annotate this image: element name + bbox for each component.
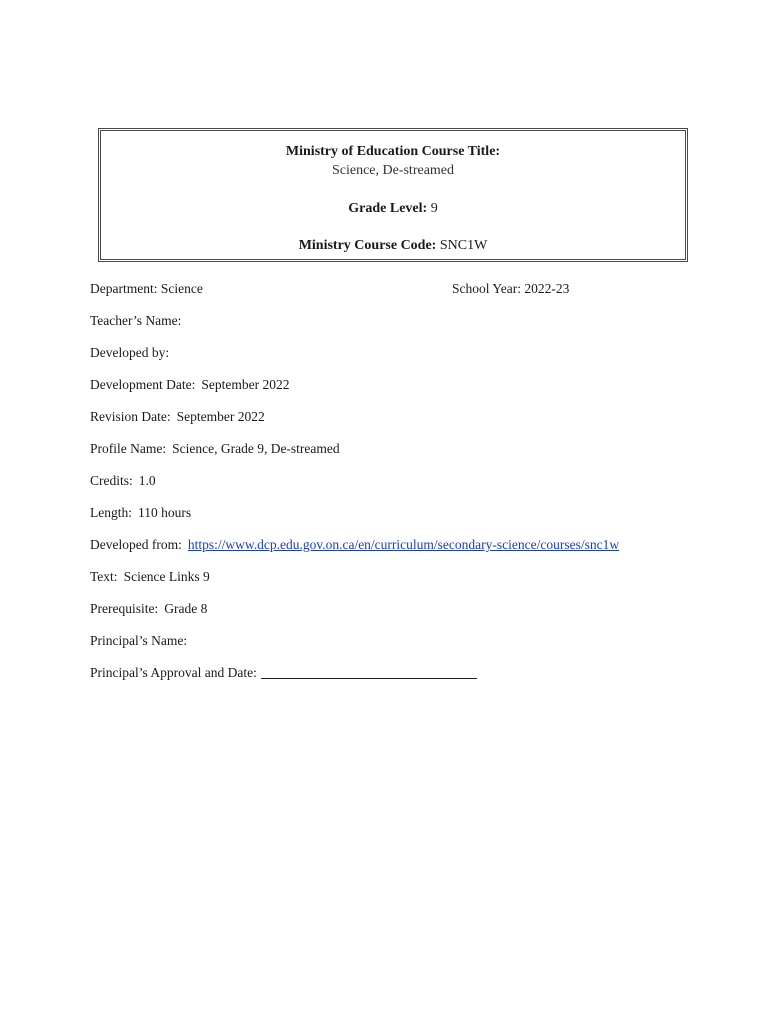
length-label: Length: <box>90 505 132 520</box>
revision-date-value: September 2022 <box>176 409 265 424</box>
grade-level-line <box>101 200 685 218</box>
department-field: Department: Science <box>90 281 203 296</box>
signature-line <box>261 664 477 679</box>
profile-name-label: Profile Name: <box>90 441 167 456</box>
profile-name-field <box>90 440 340 458</box>
principal-approval-field <box>90 664 477 682</box>
teacher-name-field: Teacher’s Name: <box>90 313 182 328</box>
course-title-box <box>98 128 688 262</box>
prerequisite-field <box>90 600 207 618</box>
credits-value: 1.0 <box>138 473 156 488</box>
curriculum-link[interactable]: https://www.dcp.edu.gov.on.ca/en/curriculum/secondary-science/courses/snc1w <box>187 537 620 552</box>
course-title-value: Science, De-streamed <box>331 163 455 178</box>
development-date-field <box>90 376 289 394</box>
revision-date-label: Revision Date: <box>90 409 171 424</box>
text-value: Science Links 9 <box>123 569 210 584</box>
revision-date-field <box>90 408 265 426</box>
course-title-label: Ministry of Education Course Title: <box>285 144 501 159</box>
principal-name-field: Principal’s Name: <box>90 633 188 648</box>
credits-label: Credits: <box>90 473 133 488</box>
grade-level-label: Grade Level: <box>348 201 428 216</box>
development-date-value: September 2022 <box>201 377 290 392</box>
course-code-label: Ministry Course Code: <box>298 238 437 253</box>
text-label: Text: <box>90 569 118 584</box>
length-value: 110 hours <box>138 505 192 520</box>
developed-from-field <box>90 536 619 554</box>
principal-approval-label: Principal’s Approval and Date: <box>90 665 257 680</box>
developed-from-label: Developed from: <box>90 537 182 552</box>
course-code-value: SNC1W <box>439 238 488 253</box>
profile-name-value: Science, Grade 9, De-streamed <box>172 441 340 456</box>
length-field <box>90 504 191 522</box>
prerequisite-value: Grade 8 <box>164 601 208 616</box>
text-field <box>90 568 210 586</box>
development-date-label: Development Date: <box>90 377 196 392</box>
course-code-line <box>101 237 685 255</box>
grade-level-value: 9 <box>430 201 438 216</box>
developed-by-field: Developed by: <box>90 345 170 360</box>
school-year-field: School Year: 2022-23 <box>452 281 570 296</box>
credits-field <box>90 472 156 490</box>
prerequisite-label: Prerequisite: <box>90 601 159 616</box>
